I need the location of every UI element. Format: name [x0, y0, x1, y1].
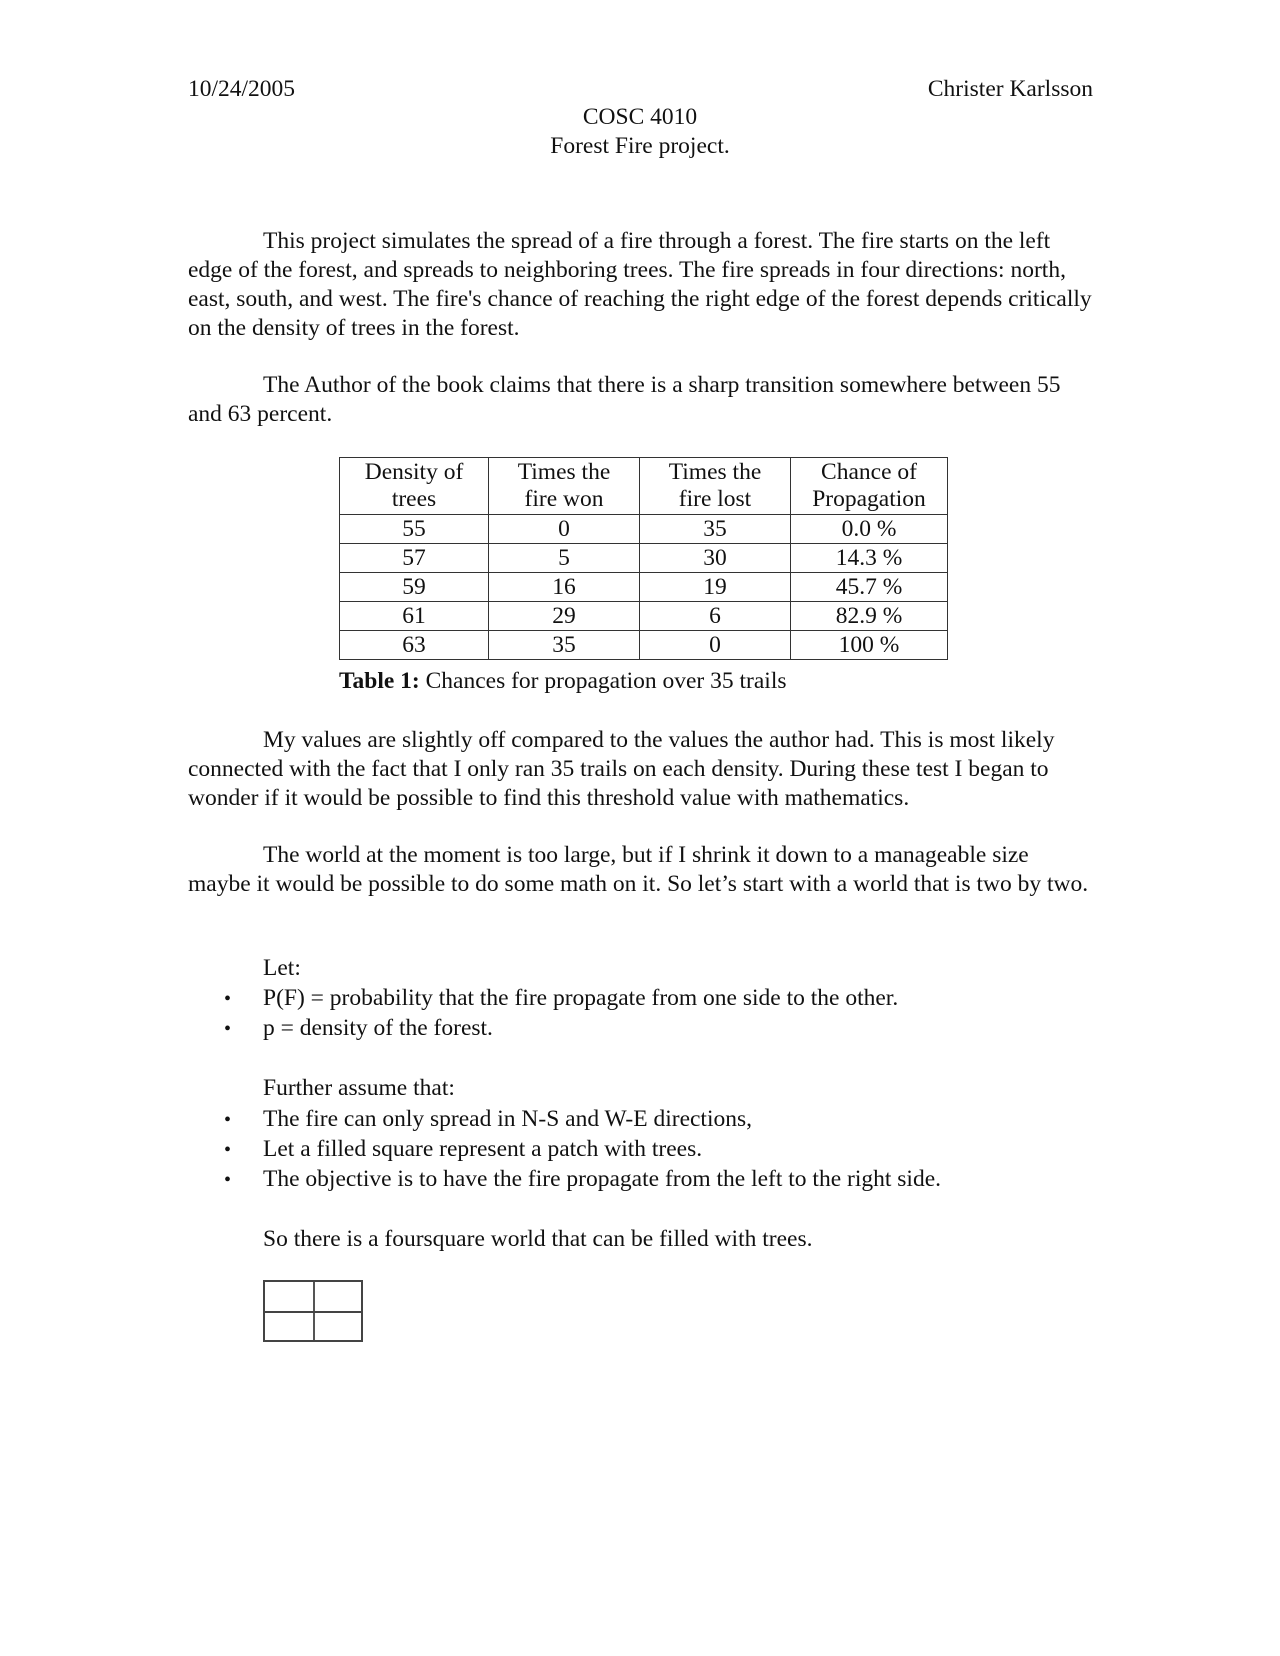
cell-density: 59 [340, 573, 489, 602]
header-author: Christer Karlsson [927, 76, 1093, 102]
cell-won: 5 [489, 544, 640, 573]
bullet-icon: • [224, 1109, 232, 1131]
assumption-item: • The objective is to have the fire propagate from the left to the right side. [224, 1166, 942, 1192]
caption-text: Chances for propagation over 35 trails [419, 668, 787, 694]
cell-lost: 35 [640, 515, 791, 544]
assumptions-label: Further assume that: [263, 1075, 455, 1101]
cell-chance: 0.0 % [791, 515, 948, 544]
cell-won: 29 [489, 602, 640, 631]
assumption-item: • Let a filled square represent a patch with trees. [224, 1136, 703, 1162]
cell-won: 16 [489, 573, 640, 602]
cell-chance: 14.3 % [791, 544, 948, 573]
table-row [340, 573, 948, 602]
table-row [340, 631, 948, 660]
assumption-item: • The fire can only spread in N-S and W-E directions, [224, 1106, 753, 1132]
cell-lost: 6 [640, 602, 791, 631]
cell-won: 0 [489, 515, 640, 544]
table-row [340, 515, 948, 544]
cell-lost: 19 [640, 573, 791, 602]
caption-label: Table 1: [339, 668, 420, 694]
cell-lost: 0 [640, 631, 791, 660]
definition-item: • P(F) = probability that the fire propagate from one side to the other. [224, 985, 899, 1011]
definitions-label: Let: [263, 955, 301, 981]
values-paragraph: My values are slightly off compared to the values the author had. This is most likely connected with the fact that I only ran 35 trails on each density. During these test I began to wonder if it would be possible to find this threshold value with mathematics. [188, 727, 1055, 811]
cell-density: 61 [340, 602, 489, 631]
cell-chance: 45.7 % [791, 573, 948, 602]
cell-density: 55 [340, 515, 489, 544]
table-header-row [340, 458, 948, 515]
header-chance: Chance of Propagation [791, 458, 948, 515]
cell-won: 35 [489, 631, 640, 660]
header-date: 10/24/2005 [188, 76, 296, 102]
bullet-icon: • [224, 1018, 232, 1040]
definition-item: • p = density of the forest. [224, 1015, 493, 1041]
cell-density: 63 [340, 631, 489, 660]
document-title: Forest Fire project. [550, 133, 730, 159]
closing-sentence: So there is a foursquare world that can be filled with trees. [263, 1226, 813, 1252]
course-code: COSC 4010 [582, 104, 698, 130]
table-caption [339, 668, 787, 695]
claim-paragraph: The Author of the book claims that there is a sharp transition somewhere between 55 and 63 percent. [188, 372, 1061, 427]
intro-paragraph: This project simulates the spread of a fire through a forest. The fire starts on the left edge of the forest, and spreads to neighboring trees. The fire spreads in four directions: north, east, south, and west. The fire's chance of reaching the right edge of the forest depends critically on the density of trees in the forest. [188, 228, 1092, 341]
table-row [340, 544, 948, 573]
cell-chance: 100 % [791, 631, 948, 660]
cell-chance: 82.9 % [791, 602, 948, 631]
header-fire-lost: Times the fire lost [640, 458, 791, 515]
bullet-icon: • [224, 1169, 232, 1191]
header-density: Density of trees [340, 458, 489, 515]
bullet-icon: • [224, 1139, 232, 1161]
grid-horizontal-line [265, 1311, 361, 1313]
world-paragraph: The world at the moment is too large, but if I shrink it down to a manageable size maybe it would be possible to do some math on it. So let’s start with a world that is two by two. [188, 842, 1089, 897]
header-fire-won: Times the fire won [489, 458, 640, 515]
cell-lost: 30 [640, 544, 791, 573]
propagation-table [339, 457, 948, 660]
bullet-icon: • [224, 988, 232, 1010]
two-by-two-grid-figure [263, 1280, 363, 1342]
table-row [340, 602, 948, 631]
cell-density: 57 [340, 544, 489, 573]
